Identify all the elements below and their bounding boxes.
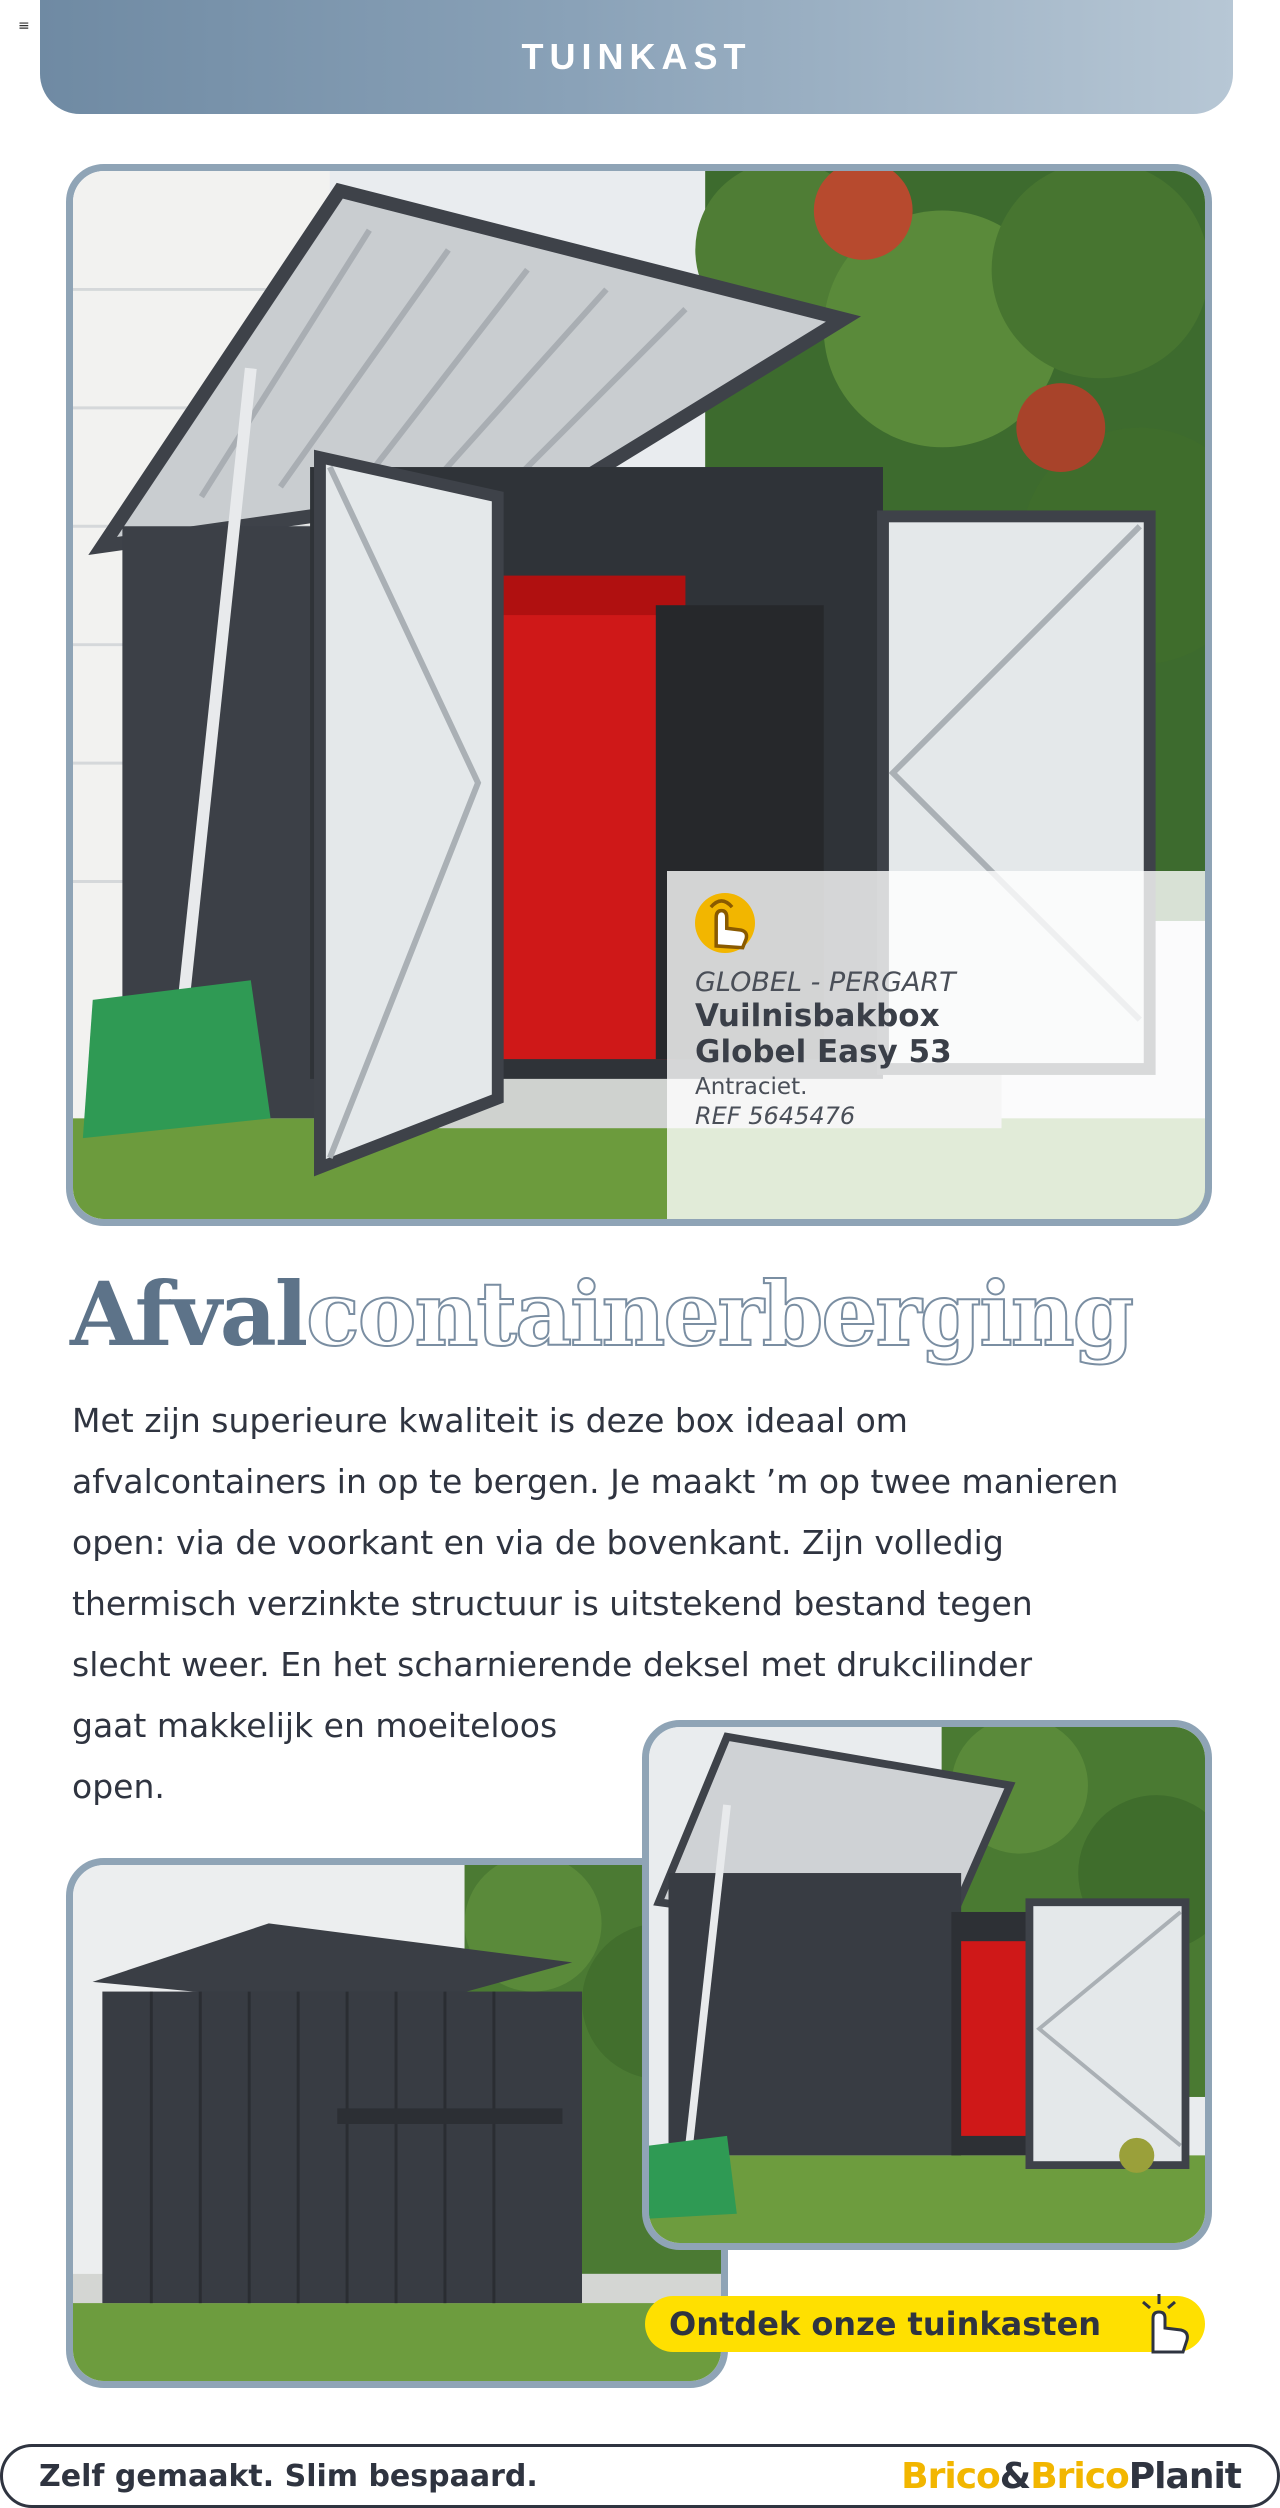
description-line: afvalcontainers in op te bergen. Je maakt ’m op twee manieren	[72, 1462, 1119, 1501]
description-line: slecht weer. En het scharnierende deksel met drukcilinder	[72, 1645, 1033, 1684]
description-line: thermisch verzinkte structuur is uitstekend bestand tegen	[72, 1584, 1033, 1623]
section-header	[40, 0, 1233, 114]
logo-amp: &	[999, 2455, 1031, 2497]
description-line: open: via de voorkant en via de bovenkant. Zijn volledig	[72, 1523, 1004, 1562]
description-line: Met zijn superieure kwaliteit is deze box ideaal om	[72, 1401, 908, 1440]
description-line: open.	[72, 1767, 165, 1806]
shed-front-open-illustration	[649, 1727, 1205, 2243]
product-ref: REF 5645476	[695, 1102, 856, 1130]
product-color: Antraciet.	[695, 1074, 808, 1100]
logo-brico: Brico	[901, 2455, 1000, 2497]
main-product-photo[interactable]	[66, 164, 1212, 1226]
menu-icon[interactable]: ≡	[18, 18, 30, 34]
shed-closed-illustration	[73, 1865, 721, 2381]
footer-slogan: Zelf gemaakt. Slim bespaard.	[39, 2458, 538, 2494]
product-name-line2: Globel Easy 53	[695, 1034, 952, 1070]
closed-shed-photo	[66, 1858, 728, 2388]
product-name-line1: Vuilnisbakbox	[695, 998, 940, 1034]
product-info-card[interactable]	[667, 871, 1205, 1219]
cta-label: Ontdek onze tuinkasten	[669, 2305, 1102, 2343]
page-headline	[70, 1262, 1132, 1372]
footer-bar	[0, 2444, 1280, 2508]
open-front-shed-photo	[642, 1720, 1212, 2250]
discover-garden-sheds-button[interactable]	[645, 2296, 1205, 2352]
description-line: gaat makkelijk en moeiteloos	[72, 1706, 558, 1745]
pointing-hand-icon	[1129, 2288, 1199, 2366]
headline-outline: containerberging	[306, 1262, 1133, 1366]
headline-solid: Afval	[70, 1262, 307, 1366]
section-title: TUINKAST	[521, 36, 752, 77]
logo-planit: Planit	[1128, 2455, 1241, 2497]
brico-planit-logo[interactable]	[901, 2456, 1241, 2497]
product-brand: GLOBEL - PERGART	[695, 967, 956, 998]
tap-hand-icon[interactable]	[695, 893, 755, 953]
logo-brico-2: Brico	[1030, 2455, 1129, 2497]
